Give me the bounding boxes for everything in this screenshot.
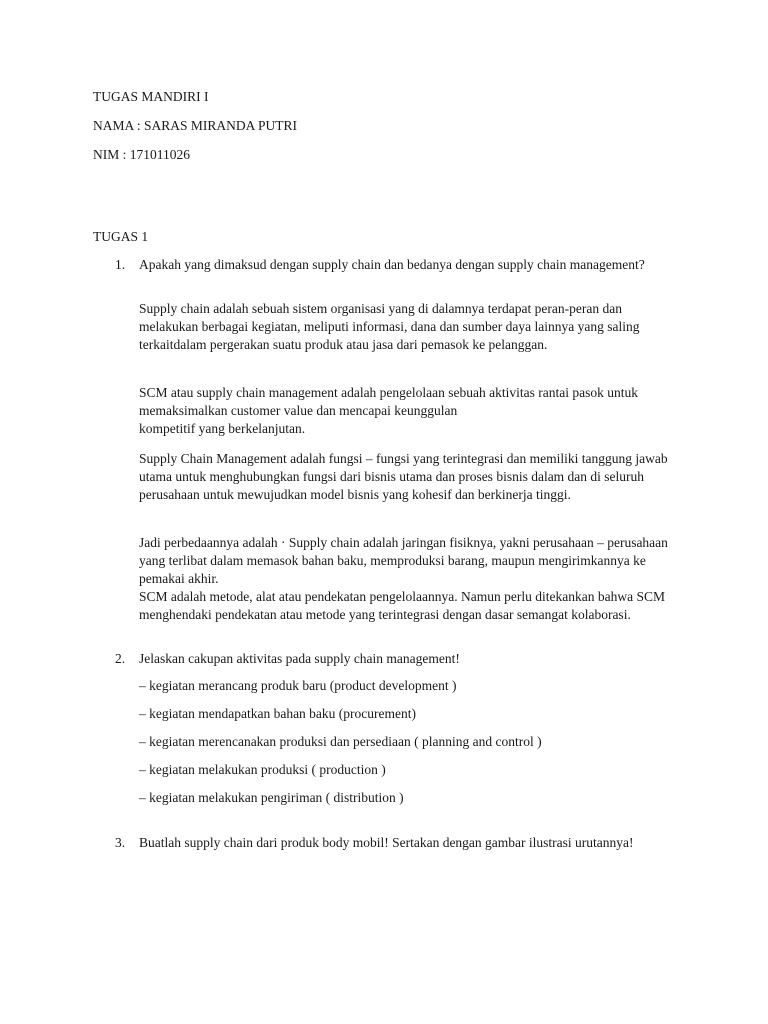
answer-text: SCM atau supply chain management adalah pengelolaan sebuah aktivitas rantai pasok untuk memaksimalkan customer value dan mencapai keunggulan [139,385,638,418]
answer-text: Supply chain adalah sebuah sistem organisasi yang di dalamnya terdapat peran-peran dan melakukan berbagai kegiatan, meliputi informasi, dana dan sumber daya lainnya yang saling terkaitdalam pergerakan suatu produk atau jasa dari pemasok ke pelanggan. [139,301,640,352]
question-2 [93,650,683,668]
question-number: 1. [115,257,126,272]
student-name: NAMA : SARAS MIRANDA PUTRI [93,118,298,133]
list-item: – kegiatan merencanakan produksi dan persediaan ( planning and control ) [139,734,542,749]
answer-paragraph [139,384,679,438]
question-text: Buatlah supply chain dari produk body mobil! Sertakan dengan gambar ilustrasi urutannya! [139,835,634,850]
answer-text: kompetitif yang berkelanjutan. [139,421,306,436]
answer-text: SCM adalah metode, alat atau pendekatan pengelolaannya. Namun perlu ditekankan bahwa SCM menghendaki pendekatan atau metode yang terintegrasi dengan dasar semangat kolaborasi. [139,589,665,622]
question-1 [93,256,683,274]
answer-paragraph [139,300,679,354]
answer-text: Supply Chain Management adalah fungsi – fungsi yang terintegrasi dan memiliki tanggung jawab utama untuk menghubungkan fungsi dari bisnis utama dan proses bisnis dalam dan di seluruh perusahaan untuk mewujudkan model bisnis yang kohesif dan berkinerja tinggi. [139,451,668,502]
list-item: – kegiatan merancang produk baru (product development ) [139,678,457,693]
question-text: Apakah yang dimaksud dengan supply chain dan bedanya dengan supply chain management? [139,257,645,272]
list-item: – kegiatan melakukan pengiriman ( distribution ) [139,790,404,805]
list-item: – kegiatan mendapatkan bahan baku (procurement) [139,706,417,721]
question-text: Jelaskan cakupan aktivitas pada supply chain management! [139,651,460,666]
answer-paragraph [139,534,679,624]
student-nim: NIM : 171011026 [93,147,190,162]
list-item: – kegiatan melakukan produksi ( production ) [139,762,386,777]
section-title: TUGAS 1 [93,229,149,244]
question-3 [93,834,683,852]
question-number: 2. [115,651,126,666]
question-number: 3. [115,835,126,850]
document-title: TUGAS MANDIRI I [93,89,209,104]
answer-paragraph [139,450,679,504]
answer-text: Jadi perbedaannya adalah · Supply chain adalah jaringan fisiknya, yakni perusahaan – perusahaan yang terlibat dalam memasok bahan baku, memproduksi barang, maupun mengirimkannya ke pemakai akhir. [139,535,668,586]
